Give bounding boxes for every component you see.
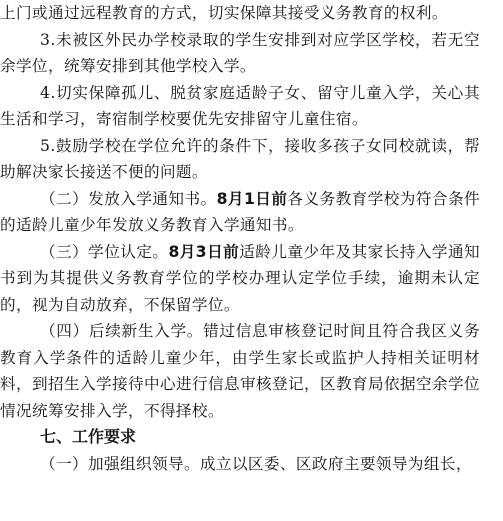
paragraph-body: 错过信息审核登记时间且符合我区义务教育入学条件的适龄儿童少年，由学生家长或监护人持相关证明材料，到招生入学接待中心进行信息审核登记，区教育局依据空余学位情况统筹安排入学，不得择校。 (0, 322, 480, 420)
paragraph-continuation: 上门或通过远程教育的方式，切实保障其接受义务教育的权利。 (0, 4, 448, 22)
section-heading: 七、工作要求 (40, 427, 137, 446)
paragraph-body: 成立以区委、区政府主要领导为组长， (199, 454, 472, 473)
deadline-text: 8月3日前 (168, 242, 240, 261)
paragraph-admission-notice (0, 186, 503, 239)
paragraph-body: 各义务教育学校为符合条件的适龄儿童少年发放义务教育入学通知书。 (0, 189, 480, 234)
paragraph-organization (0, 451, 503, 478)
paragraph-item-4: 4.切实保障孤儿、脱贫家庭适龄子女、留守儿童入学，关心其生活和学习，寄宿制学校要优先安排留守儿童住宿。 (0, 83, 480, 128)
deadline-text: 8月1日前 (216, 189, 288, 208)
paragraph-lead: （四）后续新生入学。 (40, 322, 204, 340)
paragraph-lead: （三）学位认定。 (40, 242, 169, 261)
paragraph-body: 适龄儿童少年及其家长持入学通知书到为其提供义务教育学位的学校办理认定学位手续，逾期未认定的，视为自动放弃，不保留学位。 (0, 242, 480, 314)
paragraph-item-3: 3.未被区外民办学校录取的学生安排到对应学区学校，若无空余学位，统筹安排到其他学校入学。 (0, 30, 480, 75)
paragraph-lead: （二）发放入学通知书。 (40, 189, 217, 208)
paragraph-lead: （一）加强组织领导。 (40, 454, 200, 473)
paragraph-item-5: 5.鼓励学校在学位允许的条件下，接收多孩子女同校就读，帮助解决家长接送不便的问题。 (0, 136, 480, 181)
paragraph-late-admission (0, 318, 503, 424)
paragraph-seat-confirmation (0, 239, 503, 319)
